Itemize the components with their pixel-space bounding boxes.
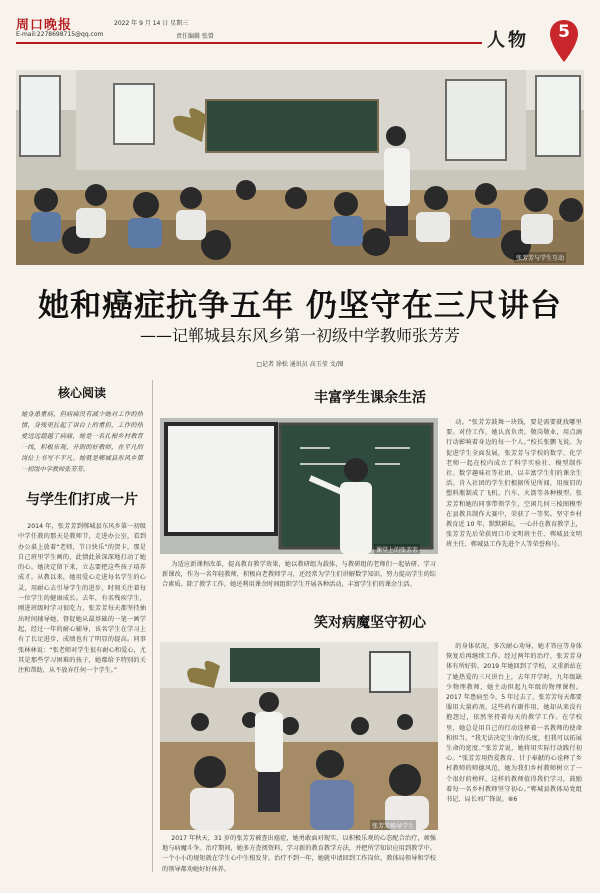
core-reading-box xyxy=(18,409,146,475)
column-divider xyxy=(152,380,153,872)
page-number: 5 xyxy=(558,22,570,42)
email-line: E-mail:2278698715@qq.com xyxy=(16,31,104,38)
section2-paragraph-b: 的身体状况，多次耐心劝导，她才答应等身体恢复后再继续工作。经过两年的治疗，张芳芳身体有所好转，2019 年她回到了学校，又重新站在了她热爱的三尺讲台上，去年开学时，九年级缺少物理教师，她主动担起九年级的物理课程。2017 年患病至今，5 年过去了，张芳芳每天都要服用大量药剂，这些药有副作用，她却从来没有抱怨过，依然坚持着每天的教学工作。在学校里，她总是用自己的行动诠释着一名教师的使命和担当。“我无法决定生命的长度，但我可以拓展生命的宽度。”张芳芳说，她将用实际行动践行初心。“张芳芳用热爱教育、甘于奉献的心诠释了乡村教师的师德风范，她为我们乡村教师树立了一个很好的榜样，这样的教师值得我们学习，鼓励着每一名乡村教师坚守初心。”郸城县教体局党组书记、局长刘广锋说。⑥6 xyxy=(446,643,582,804)
core-reading-text: 她身患重病，但病痛没有减少她对工作的热情，身残更扛起了讲台上的重担，工作的热爱远远超越了病痛，她是一名扎根乡村教育一线，积极乐观、开朗的好教师，在平凡的岗位上书写不平凡。她就是郸城县东风乡第一初级中学教师张芳芳。 xyxy=(21,411,143,473)
section1-title: 丰富学生课余生活 xyxy=(314,390,426,406)
section1-text-right xyxy=(446,418,582,618)
section-title: 人物 xyxy=(487,30,529,51)
photo-bot-caption: 张芳芳辅导学生 xyxy=(370,820,416,830)
editor-line: 责任编辑 张曾 xyxy=(176,33,214,40)
masthead: 周口晚报 xyxy=(16,18,73,33)
left-column xyxy=(18,378,146,676)
section1-paragraph-a: 为适应新课程改革，提高教育教学效果，她以教研组为载体，与教研组的老师们一起钻研、学习新课改，作为一名年轻教师，积极向老教师学习，还经常为学生们讲解数学知识，努力提高学生的综合素质。除了教学工作，她还利用课余时间组织学生开展各种活动，丰富学生们的课余生活。 xyxy=(162,561,436,589)
byline: □记者 徐松 通讯员 高玉莹 文/图 xyxy=(256,361,344,368)
section1-text-under-photo xyxy=(162,560,436,620)
top-photo-caption: 张芳芳与学生互动 xyxy=(514,252,566,263)
subsection-title-students: 与学生们打成一片 xyxy=(26,492,138,508)
section2-text-under-photo xyxy=(162,834,436,876)
section2-title: 笑对病魔坚守初心 xyxy=(314,615,426,631)
section1-paragraph-b: 动。“张芳芳鼓舞一块钱，要是需要就找哪里要。对待工作，她认真负责，敬岗敬业，用点滴行动影响着身边的每一个人。”校长张鹏飞说。为促进学生全面发展，张芳芳与学校的数学、化学老师一起在校内成立了科学实验社、模型制作社、数学趣味社等社团，以丰富学生们的课余生活。肯入社团的学生们根据所见所闻，用废旧的塑料瓶制成了飞机、汽车、火箭等各种模型。张芳芳和她的同事带领学生，空闲几何三棱图模型在县教具制作大赛中，荣获了一等奖。坚守乡村教育近 10 年，默默耕耘，一心扑在教育教学上，张芳芳先后荣获周口市文明班主任、郸城县文明班主任、郸城县工作先进个人等荣誉称号。 xyxy=(446,419,582,549)
core-reading-title: 核心阅读 xyxy=(57,386,106,400)
section2-text-right xyxy=(446,642,582,878)
header-rule xyxy=(16,42,482,44)
photo-teacher-blackboard xyxy=(160,418,438,554)
section2-paragraph-a: 2017 年秋天，31 岁的张芳芳被查出癌症，她勇敢面对现实，以积极乐观的心态配合治疗，顽强地与病魔斗争。治疗期间，她多方查阅资料，学习新的教育教学方法，并把所学知识应用到教学中。一个小小的规矩就在学生心中生根发芽。治疗不到一年，她就申请回到工作岗位，教体局领导和学校的领导都劝她好好休养。 xyxy=(162,835,436,873)
left-body-text: 2014 年，张芳芳到郸城县东风乡第一初级中学任教的那天是教师节，走进办公室，看到办公桌上放着“老师，节日快乐”的贺卡，那是自己班里学生画的，此情此景深深地打动了她的心。她决定留下来，立志要把这些孩子培养成才。从教以来，她用爱心走进每名学生的心灵，用耐心去引导学生的进步，时刻关注着每一位学生的健康成长。去年，有名残疾学生，刚进班级时学习很吃力，张芳芳每天都坚持抽出时间辅导她，督促她从最基础的一笔一画学起，经过一年的耐心辅导，该名学生在学习上有了长足进步，成绩也有了明显的提高。同事张林林说：“张老师对学生很有耐心和爱心，尤其是那些学习困难的孩子，她都给予特别的关注和帮助，从不放弃任何一个学生。” xyxy=(18,523,146,675)
date-line: 2022 年 9 月 14 日 星期三 xyxy=(114,20,189,27)
photo-mid-caption: 课堂上的张芳芳 xyxy=(374,544,420,554)
top-photo-classroom xyxy=(16,70,584,265)
headline: 她和癌症抗争五年 仍坚守在三尺讲台 xyxy=(38,288,562,324)
subheadline: ——记郸城县东风乡第一初级中学教师张芳芳 xyxy=(139,326,460,345)
photo-teacher-tutoring xyxy=(160,642,438,830)
